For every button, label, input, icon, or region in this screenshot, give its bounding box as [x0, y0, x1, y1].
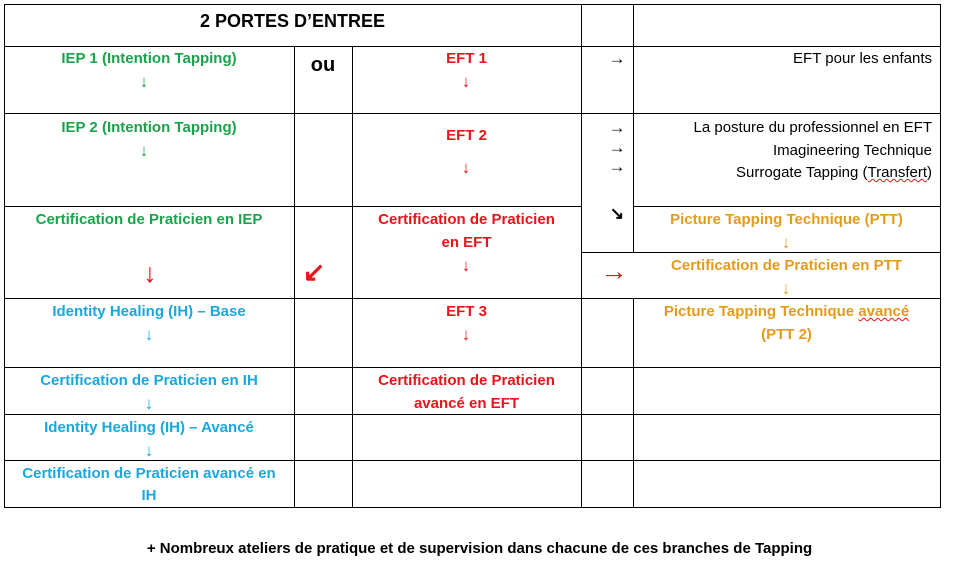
eft-enfants-label: EFT pour les enfants — [793, 50, 932, 67]
surrogate-label — [640, 162, 932, 184]
arrow-down-icon: ↓ — [461, 325, 471, 344]
ptt2-label-line2: (PTT 2) — [761, 326, 812, 343]
grid-line — [4, 367, 941, 368]
arrow-down-icon: ↓ — [144, 394, 154, 413]
ih-avance-label: Identity Healing (IH) – Avancé — [44, 419, 254, 436]
grid-line — [4, 113, 941, 114]
grid-line — [4, 298, 941, 299]
cert-ih-avance-label-line2: IH — [141, 487, 157, 504]
arrow-down-icon: ↓ — [461, 158, 471, 177]
ptt2-label-line1 — [633, 301, 940, 323]
grid-line — [633, 206, 941, 207]
iep2-label: IEP 2 (Intention Tapping) — [61, 119, 237, 136]
grid-line — [4, 46, 941, 47]
ptt-label: Picture Tapping Technique (PTT) — [670, 211, 903, 228]
arrow-down-left-icon: ↙ — [302, 257, 326, 287]
or-label: ou — [310, 54, 336, 76]
posture-label: La posture du professionnel en EFT — [693, 119, 932, 136]
cert-eft-label-line2: en EFT — [441, 234, 492, 251]
cert-ptt-label: Certification de Praticien en PTT — [671, 257, 902, 274]
arrow-down-right-icon: ↘ — [609, 204, 625, 223]
grid-line — [581, 4, 582, 508]
cert-eft-avance-label-line2: avancé en EFT — [413, 395, 520, 412]
surrogate-label-part: Transfert — [867, 164, 927, 181]
grid-line — [4, 4, 941, 5]
grid-line — [352, 46, 353, 508]
ih-base-label: Identity Healing (IH) – Base — [52, 303, 246, 320]
arrow-down-icon: ↓ — [781, 279, 791, 298]
cert-eft-label-line1: Certification de Praticien — [378, 211, 555, 228]
cert-ih-label: Certification de Praticien en IH — [40, 372, 258, 389]
grid-line — [581, 252, 941, 253]
arrow-right-icon: → — [600, 256, 628, 286]
arrow-down-icon: ↓ — [139, 141, 149, 160]
grid-line — [4, 507, 941, 508]
arrow-right-icon: → — [608, 138, 626, 157]
arrow-down-icon: ↓ — [144, 441, 154, 460]
grid-line — [940, 4, 941, 508]
ptt2-label-part: avancé — [858, 303, 910, 320]
cert-eft-avance-label-line1: Certification de Praticien — [378, 372, 555, 389]
header-title: 2 PORTES D’ENTREE — [199, 11, 386, 31]
eft1-label: EFT 1 — [446, 50, 487, 67]
imagineering-label: Imagineering Technique — [772, 142, 932, 159]
ptt2-label-part: Picture Tapping Technique — [663, 303, 859, 320]
grid-line — [294, 46, 295, 508]
arrow-down-icon: ↓ — [143, 258, 157, 288]
arrow-down-icon: ↓ — [461, 256, 471, 275]
footer-note: + Nombreux ateliers de pratique et de supervision dans chacune de ces branches de Tapping — [146, 540, 813, 557]
arrow-down-icon: ↓ — [781, 233, 791, 252]
cert-ih-avance-label-line1: Certification de Praticien avancé en — [22, 465, 276, 482]
grid-line — [4, 206, 581, 207]
arrow-down-icon: ↓ — [461, 72, 471, 91]
eft2-label: EFT 2 — [446, 127, 487, 144]
arrow-right-icon: → — [608, 157, 626, 176]
arrow-down-icon: ↓ — [144, 325, 154, 344]
grid-line — [4, 460, 941, 461]
surrogate-label-part: Surrogate Tapping ( — [736, 164, 868, 181]
arrow-down-icon: ↓ — [139, 72, 149, 91]
arrow-right-icon: → — [608, 118, 626, 137]
cert-iep-label: Certification de Praticien en IEP — [35, 211, 263, 228]
arrow-right-icon: → — [608, 49, 626, 68]
surrogate-label-part: ) — [927, 164, 932, 181]
eft3-label: EFT 3 — [446, 303, 487, 320]
iep1-label: IEP 1 (Intention Tapping) — [61, 50, 237, 67]
